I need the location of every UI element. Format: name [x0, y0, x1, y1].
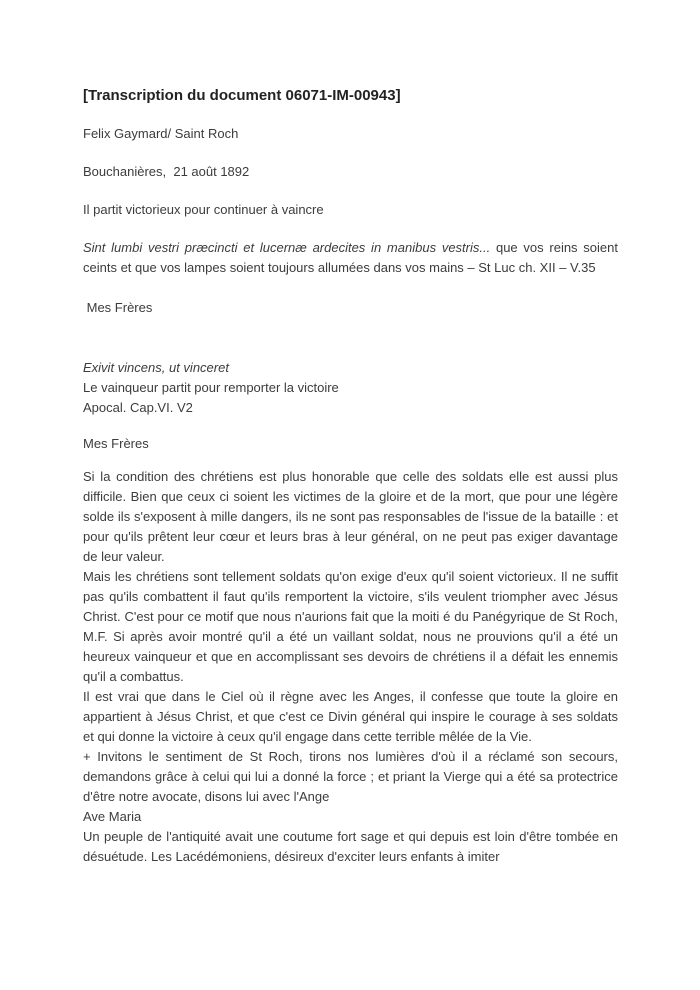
- salutation-first: Mes Frères: [83, 300, 153, 315]
- body-paragraph-victorieux: Mais les chrétiens sont tellement soldats qu'on exige d'eux qu'il soient victorieux. Il ne suffit pas qu'ils combattent il faut qu'ils remportent la victoire, s'ils veulent triompher avec Jésus Christ. C'est pour ce motif que nous n'aurions fait que la moiti é du Panégyrique de St Roch, M.F. Si après avoir montré qu'il a été un vaillant soldat, nous ne prouvions qu'il a été un heureux vainqueur et que en accomplissant ses devoirs de chrétiens il a défait les ennemis qu'il a combattus.: [83, 569, 618, 684]
- author-line: Felix Gaymard/ Saint Roch: [83, 126, 239, 141]
- motto-block: [83, 358, 618, 418]
- epigraph-french-translation: que vos reins soient ceints et que vos lampes soient toujours allumées dans vos mains – St Luc ch. XII – V.35: [83, 240, 619, 275]
- motto-scripture-reference: Apocal. Cap.VI. V2: [83, 400, 193, 415]
- epigraph-latin-quote: Sint lumbi vestri præcincti et lucernæ ardecites in manibus vestris...: [83, 240, 491, 255]
- body-paragraph-soldats: Si la condition des chrétiens est plus honorable que celle des soldats elle est aussi plus difficile. Bien que ceux ci soient les victimes de la gloire et de la mort, que pour une légère solde ils s'exposent à mille dangers, ils ne sont pas responsables de l'issue de la bataille : et pour qu'ils prêtent leur cœur et leurs bras à leur général, on ne peut pas exiger davantage de leur valeur.: [83, 469, 618, 564]
- body-paragraph-invitons: + Invitons le sentiment de St Roch, tirons nos lumières d'où il a réclamé son secours, demandons grâce à celui qui lui a donné la force ; et priant la Vierge qui a été sa protectrice d'être notre avocate, disons lui avec l'Ange: [83, 749, 618, 804]
- subtitle-line: Il partit victorieux pour continuer à vaincre: [83, 202, 324, 217]
- epigraph-paragraph: [83, 238, 618, 278]
- body-paragraph-ciel: Il est vrai que dans le Ciel où il règne avec les Anges, il confesse que toute la gloire en appartient à Jésus Christ, et que c'est ce Divin général qui inspire le courage à ses soldats et qui donne la victoire à ceux qu'il engage dans cette terrible mêlée de la Vie.: [83, 689, 618, 744]
- dateline: Bouchanières, 21 août 1892: [83, 164, 250, 179]
- motto-latin-quote: Exivit vincens, ut vinceret: [83, 360, 229, 375]
- body-line-ave-maria: Ave Maria: [83, 809, 142, 824]
- sermon-body: [83, 467, 618, 867]
- salutation-second: Mes Frères: [83, 436, 149, 451]
- transcription-header: [Transcription du document 06071-IM-00943]: [83, 87, 401, 104]
- body-paragraph-lacedemoniens: Un peuple de l'antiquité avait une coutume fort sage et qui depuis est loin d'être tombée en désuétude. Les Lacédémoniens, désireux d'exciter leurs enfants à imiter: [83, 829, 618, 864]
- motto-french-translation: Le vainqueur partit pour remporter la victoire: [83, 380, 339, 395]
